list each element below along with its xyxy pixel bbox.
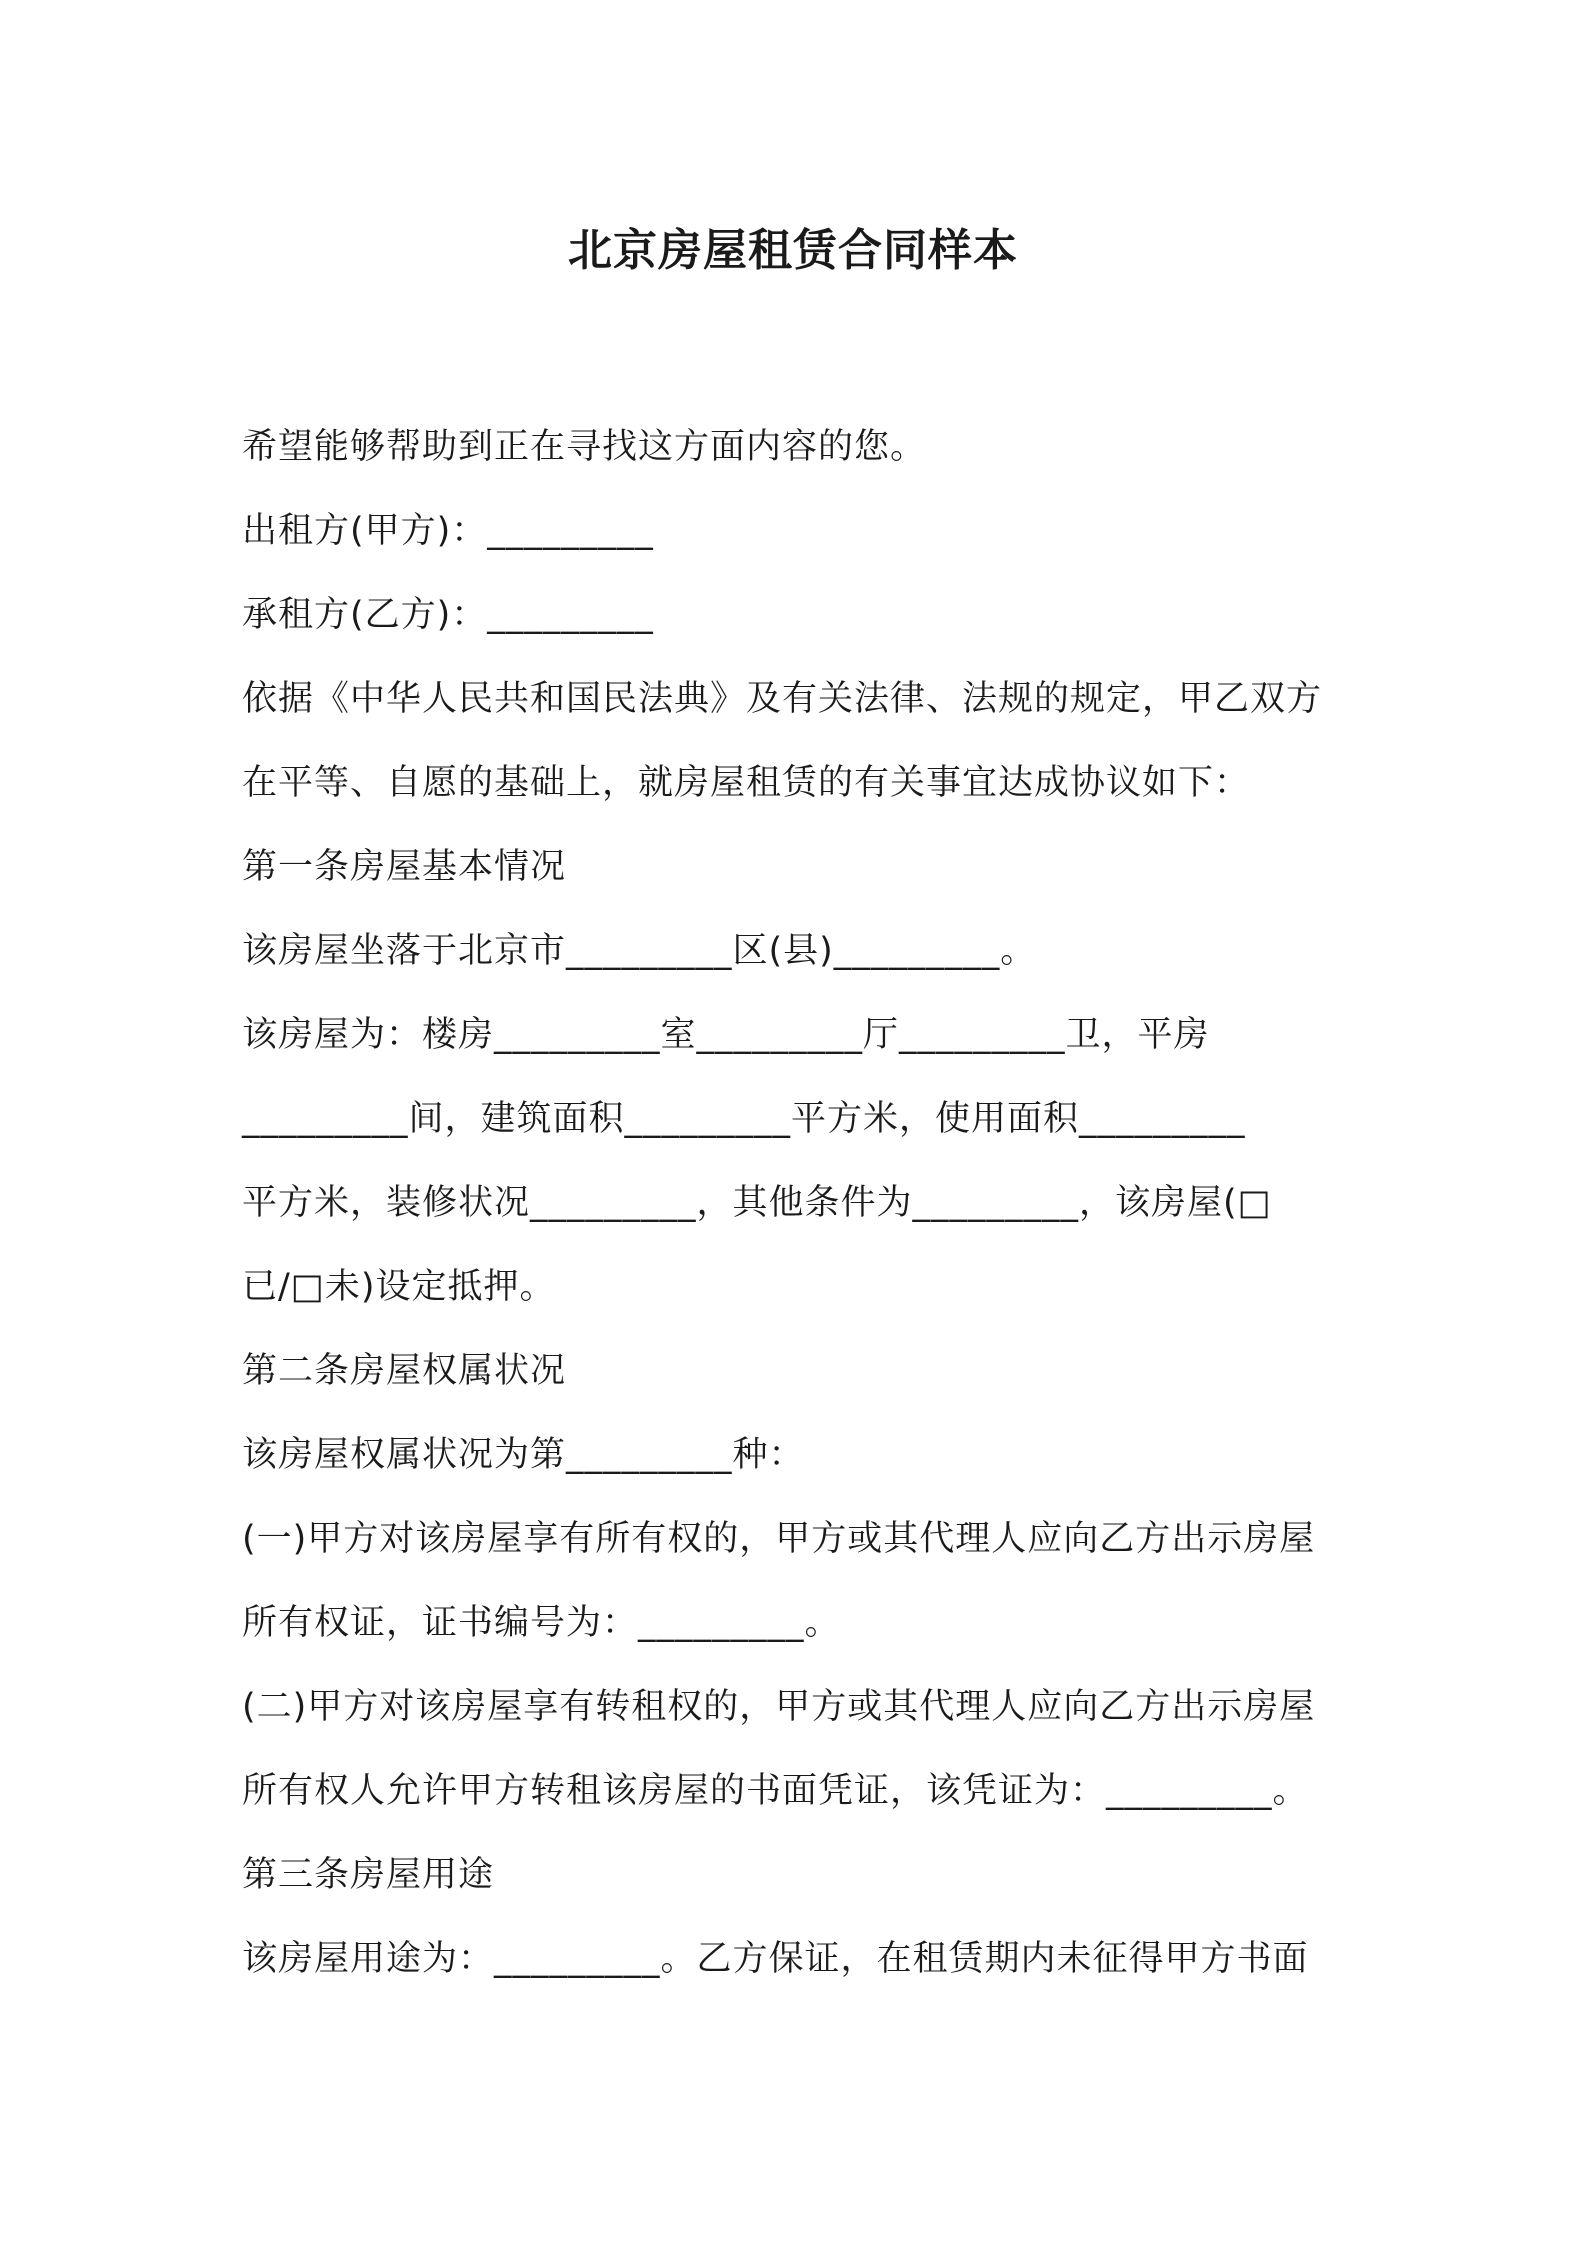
ownership-clause-2-line-2: 所有权人允许甲方转租该房屋的书面凭证，该凭证为：_________。 (242, 1771, 1309, 1811)
document-body (242, 405, 1362, 2001)
usage-line: 该房屋用途为：_________。乙方保证，在租赁期内未征得甲方书面 (242, 1939, 1309, 1979)
basis-line-2: 在平等、自愿的基础上，就房屋租赁的有关事宜达成协议如下： (242, 763, 1251, 803)
ownership-type-line: 该房屋权属状况为第_________种： (242, 1435, 805, 1475)
document-title: 北京房屋租赁合同样本 (568, 225, 1018, 276)
basis-line-1: 依据《中华人民共和国民法典》及有关法律、法规的规定，甲乙双方 (242, 679, 1323, 719)
ownership-clause-1-line-1: (一)甲方对该房屋享有所有权的，甲方或其代理人应向乙方出示房屋 (242, 1519, 1316, 1559)
article-2-heading: 第二条房屋权属状况 (242, 1351, 567, 1391)
lessee-line: 承租方(乙方)：_________ (242, 595, 654, 635)
location-line: 该房屋坐落于北京市_________区(县)_________。 (242, 931, 1037, 971)
ownership-clause-2-line-1: (二)甲方对该房屋享有转租权的，甲方或其代理人应向乙方出示房屋 (242, 1687, 1316, 1727)
article-3-heading: 第三条房屋用途 (242, 1855, 495, 1895)
house-type-line-3: 平方米，装修状况_________，其他条件为_________，该房屋(□ (242, 1183, 1272, 1223)
ownership-clause-1-line-2: 所有权证，证书编号为：_________。 (242, 1603, 841, 1643)
article-1-heading: 第一条房屋基本情况 (242, 847, 567, 887)
house-type-line-1: 该房屋为：楼房_________室_________厅_________卫，平房 (242, 1015, 1210, 1055)
lessor-line: 出租方(甲方)：_________ (242, 511, 654, 551)
intro-line: 希望能够帮助到正在寻找这方面内容的您。 (242, 427, 927, 467)
house-type-line-2: _________间，建筑面积_________平方米，使用面积_________ (242, 1099, 1246, 1139)
house-type-line-4: 已/□未)设定抵押。 (242, 1267, 556, 1307)
